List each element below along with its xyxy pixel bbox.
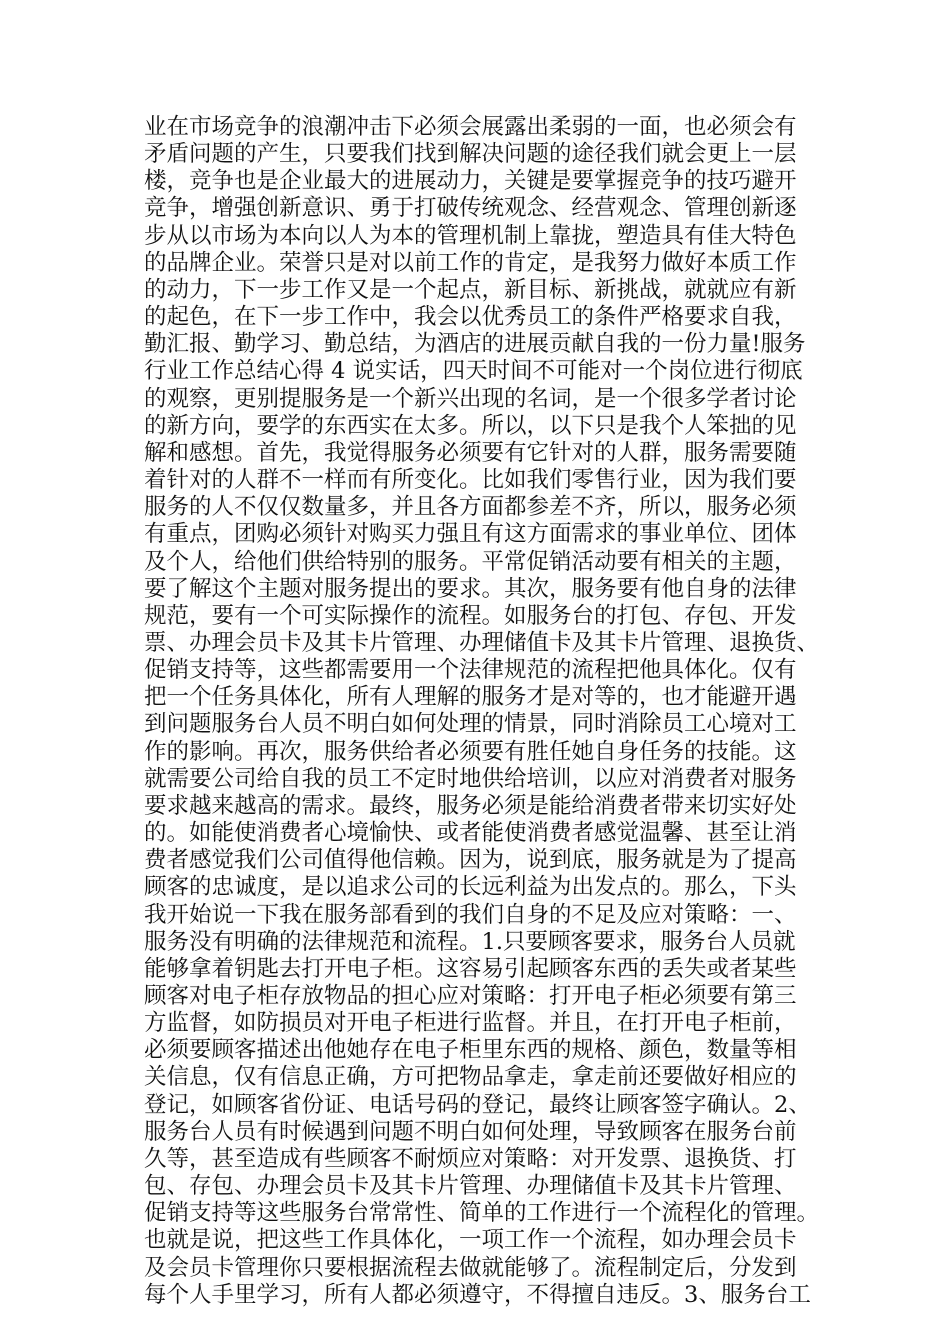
- text-line: 登记，如顾客省份证、电话号码的登记，最终让顾客签字确认。2、: [144, 1091, 811, 1118]
- text-line: 顾客对电子柜存放物品的担心应对策略：打开电子柜必须要有第三: [144, 983, 797, 1009]
- text-line: 包、存包、办理会员卡及其卡片管理、办理储值卡及其卡片管理、: [144, 1173, 797, 1200]
- text-line: 久等，甚至造成有些顾客不耐烦应对策略：对开发票、退换货、打: [144, 1145, 797, 1172]
- text-line: 顾客的忠诚度，是以追求公司的长远利益为出发点的。那么，下头: [144, 874, 797, 901]
- text-line: 费者感觉我们公司值得他信赖。因为，说到底，服务就是为了提高: [144, 847, 797, 874]
- text-line: 竞争，增强创新意识、勇于打破传统观念、经营观念、管理创新逐: [144, 195, 797, 222]
- text-line: 规范，要有一个可实际操作的流程。如服务台的打包、存包、开发: [144, 602, 797, 629]
- text-line: 矛盾问题的产生，只要我们找到解决问题的途径我们就会更上一层: [144, 141, 797, 168]
- text-line: 的新方向，要学的东西实在太多。所以，以下只是我个人笨拙的见: [144, 412, 797, 439]
- text-line: 勤汇报、勤学习、勤总结，为酒店的进展贡献自我的一份力量!服务: [144, 331, 806, 358]
- text-line: 必须要顾客描述出他她存在电子柜里东西的规格、颜色，数量等相: [144, 1037, 797, 1064]
- text-line: 把一个任务具体化，所有人理解的服务才是对等的，也才能避开遇: [144, 684, 797, 711]
- text-line: 就需要公司给自我的员工不定时地供给培训，以应对消费者对服务: [144, 765, 797, 792]
- text-line: 的观察，更别提服务是一个新兴出现的名词，是一个很多学者讨论: [144, 385, 797, 412]
- text-line: 到问题服务台人员不明白如何处理的情景，同时消除员工心境对工: [144, 711, 797, 738]
- text-line: 能够拿着钥匙去打开电子柜。这容易引起顾客东西的丢失或者某些: [144, 955, 797, 982]
- text-line: 每个人手里学习，所有人都必须遵守，不得擅自违反。3、服务台工: [144, 1281, 811, 1308]
- text-line: 的。如能使消费者心境愉快、或者能使消费者感觉温馨、甚至让消: [144, 820, 797, 847]
- text-line: 方监督，如防损员对开电子柜进行监督。并且，在打开电子柜前，: [144, 1010, 797, 1037]
- text-line: 步从以市场为本向以人为本的管理机制上靠拢，塑造具有佳大特色: [144, 222, 797, 249]
- text-line: 关信息，仅有信息正确，方可把物品拿走，拿走前还要做好相应的: [144, 1064, 797, 1091]
- text-line: 楼，竞争也是企业最大的进展动力，关键是要掌握竞争的技巧避开: [144, 168, 797, 195]
- text-line: 要了解这个主题对服务提出的要求。其次，服务要有他自身的法律: [144, 575, 797, 602]
- text-line: 解和感想。首先，我觉得服务必须要有它针对的人群，服务需要随: [144, 439, 797, 466]
- text-line: 要求越来越高的需求。最终，服务必须是能给消费者带来切实好处: [144, 792, 797, 819]
- text-line: 也就是说，把这些工作具体化，一项工作一个流程，如办理会员卡: [144, 1227, 797, 1254]
- text-line: 服务没有明确的法律规范和流程。1.只要顾客要求，服务台人员就: [144, 928, 796, 955]
- text-line: 业在市场竞争的浪潮冲击下必须会展露出柔弱的一面，也必须会有: [144, 114, 797, 140]
- text-line: 促销支持等这些服务台常常性、简单的工作进行一个流程化的管理。: [144, 1200, 820, 1227]
- text-line: 的起色，在下一步工作中，我会以优秀员工的条件严格要求自我，: [144, 304, 797, 331]
- body-text: [144, 114, 822, 1309]
- text-line: 票、办理会员卡及其卡片管理、办理储值卡及其卡片管理、退换货、: [144, 629, 820, 656]
- text-line: 的品牌企业。荣誉只是对以前工作的肯定，是我努力做好本质工作: [144, 249, 797, 276]
- text-line: 服务的人不仅仅数量多，并且各方面都参差不齐，所以，服务必须: [144, 494, 797, 521]
- text-line: 促销支持等，这些都需要用一个法律规范的流程把他具体化。仅有: [144, 657, 797, 684]
- text-line: 及会员卡管理你只要根据流程去做就能够了。流程制定后，分发到: [144, 1254, 797, 1281]
- text-line: 作的影响。再次，服务供给者必须要有胜任她自身任务的技能。这: [144, 738, 797, 765]
- text-line: 行业工作总结心得 4 说实话，四天时间不可能对一个岗位进行彻底: [144, 358, 803, 385]
- text-line: 我开始说一下我在服务部看到的我们自身的不足及应对策略：一、: [144, 901, 797, 928]
- text-line: 的动力，下一步工作又是一个起点，新目标、新挑战，就就应有新: [144, 276, 797, 303]
- text-line: 有重点，团购必须针对购买力强且有这方面需求的事业单位、团体: [144, 521, 797, 548]
- text-line: 着针对的人群不一样而有所变化。比如我们零售行业，因为我们要: [144, 467, 797, 494]
- text-line: 及个人，给他们供给特别的服务。平常促销活动要有相关的主题，: [144, 548, 797, 575]
- text-line: 服务台人员有时候遇到问题不明白如何处理，导致顾客在服务台前: [144, 1118, 797, 1145]
